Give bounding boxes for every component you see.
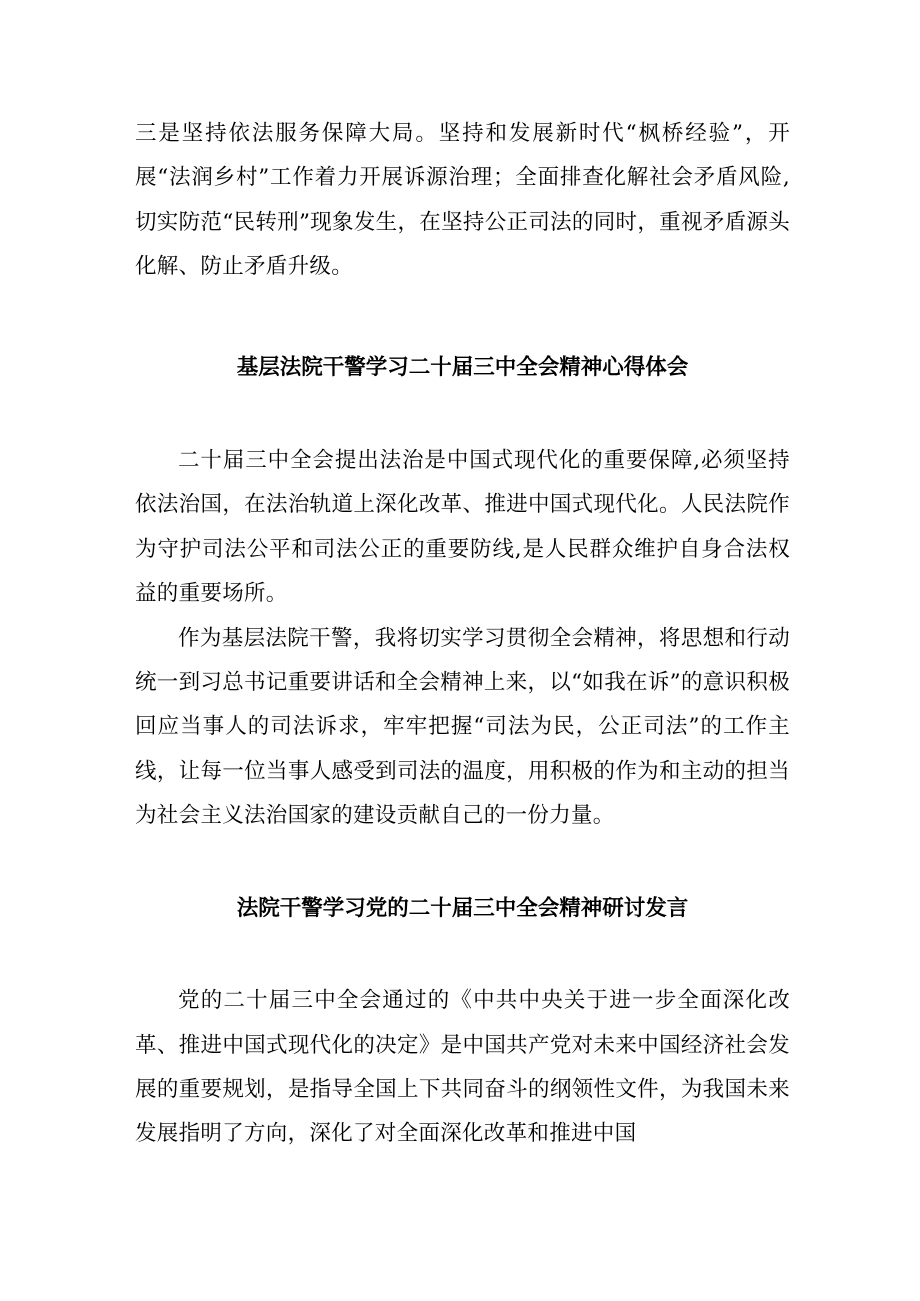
spacer — [135, 290, 790, 346]
spacer — [135, 839, 790, 887]
section-2-paragraph-1: 党的二十届三中全会通过的《中共中央关于进一步全面深化改革、推进中国式现代化的决定》是中国共产党对未来中国经济社会发展的重要规划，是指导全国上下共同奋斗的纲领性文件，为我国未来发展指明了方向，深化了对全面深化改革和推进中国 — [135, 988, 790, 1147]
section-1-paragraph-1: 二十届三中全会提出法治是中国式现代化的重要保障,必须坚持依法治国，在法治轨道上深化改革、推进中国式现代化。人民法院作为守护司法公平和司法公正的重要防线,是人民群众维护自身合法权益的重要场所。 — [135, 448, 790, 607]
document-body — [135, 112, 790, 1157]
spacer — [135, 390, 790, 439]
spacer — [135, 931, 790, 979]
section-title-2: 法院干警学习党的二十届三中全会精神研讨发言 — [236, 895, 689, 921]
intro-paragraph: 三是坚持依法服务保障大局。坚持和发展新时代“枫桥经验”，开展“法润乡村”工作着力开展诉源治理；全面排查化解社会矛盾风险,切实防范“民转刑”现象发生，在坚持公正司法的同时，重视矛盾源头化解、防止矛盾升级。 — [135, 121, 790, 280]
section-title-1: 基层法院干警学习二十届三中全会精神心得体会 — [236, 354, 689, 380]
section-1-paragraph-2: 作为基层法院干警，我将切实学习贯彻全会精神，将思想和行动统一到习总书记重要讲话和全会精神上来，以“如我在诉”的意识积极回应当事人的司法诉求，牢牢把握“司法为民，公正司法”的工作主线，让每一位当事人感受到司法的温度，用积极的作为和主动的担当为社会主义法治国家的建设贡献自己的一份力量。 — [135, 625, 790, 829]
